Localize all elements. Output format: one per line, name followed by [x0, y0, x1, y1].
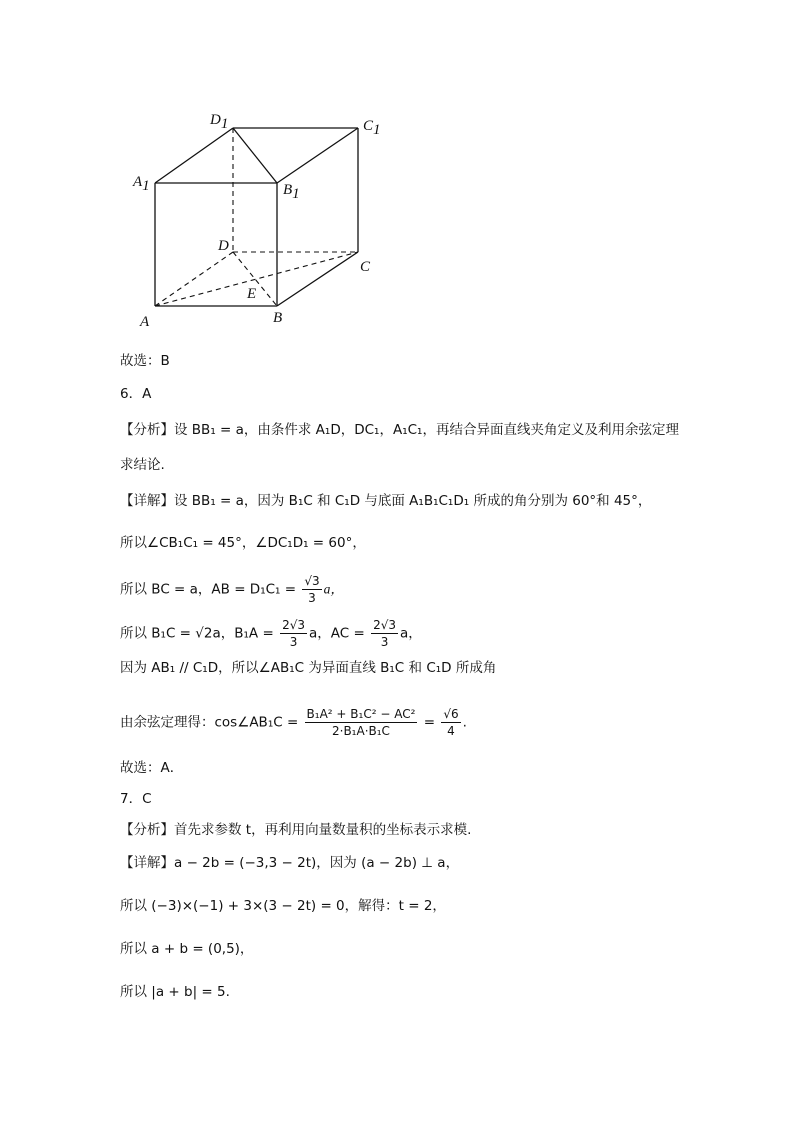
edge-d1b1	[233, 128, 277, 183]
q6-line6-equals: =	[419, 714, 440, 731]
q6-line4-mid: a，AC =	[308, 625, 370, 642]
label-a1: A1	[133, 174, 150, 194]
label-a: A	[140, 314, 150, 330]
q6-analysis-line2: 求结论.	[120, 457, 165, 473]
q7-detail-line3: 所以 a + b = (0,5)，	[120, 941, 254, 957]
edge-b1c1	[277, 128, 358, 183]
edge-a1d1	[155, 128, 233, 183]
fraction-denominator: 3	[308, 591, 316, 605]
q6-line3-text: 所以 BC = a，AB = D₁C₁ =	[120, 581, 301, 598]
fraction-numerator: 2√3	[282, 618, 305, 632]
q7-detail-line1: 【详解】a − 2b = (−3,3 − 2t)，因为 (a − 2b) ⊥ a，	[120, 855, 460, 871]
label-e: E	[247, 286, 257, 302]
fraction-sqrt3-over-3	[302, 573, 321, 606]
label-d1: D1	[210, 112, 229, 132]
fraction-cosine-law	[305, 706, 418, 739]
fraction-2sqrt3-over-3-b1a	[280, 617, 307, 650]
fraction-denominator: 4	[447, 724, 455, 738]
fraction-denominator: 2·B₁A·B₁C	[332, 724, 390, 738]
q6-detail-line3	[120, 573, 344, 606]
fraction-2sqrt3-over-3-ac	[371, 617, 398, 650]
q6-analysis-line1: 【分析】设 BB₁ = a，由条件求 A₁D，DC₁，A₁C₁，再结合异面直线夹角定义及利用余弦定理	[120, 422, 679, 438]
label-b1: B1	[283, 182, 300, 202]
question-7-answer: 7．C	[120, 791, 152, 807]
label-d: D	[218, 238, 229, 254]
fraction-numerator: 2√3	[373, 618, 396, 632]
fraction-numerator: √6	[443, 707, 459, 721]
q7-detail-line4: 所以 |a + b| = 5.	[120, 984, 230, 1000]
q6-line3-tail: a，	[323, 581, 344, 597]
fraction-numerator: √3	[304, 574, 320, 588]
fraction-denominator: 3	[380, 635, 389, 649]
fraction-numerator: B₁A² + B₁C² − AC²	[306, 707, 416, 721]
label-c1: C1	[363, 118, 381, 138]
question-6-answer: 6．A	[120, 386, 152, 402]
q6-detail-line4	[120, 617, 422, 650]
q6-line4-text: 所以 B₁C = √2a，B₁A =	[120, 625, 279, 642]
q6-detail-line1: 【详解】设 BB₁ = a，因为 B₁C 和 C₁D 与底面 A₁B₁C₁D₁ 所成的角分别为 60°和 45°，	[120, 493, 652, 509]
diagonal-ac-hidden	[155, 252, 358, 306]
q6-line4-tail: a，	[400, 625, 422, 642]
q6-conclusion: 故选：A．	[120, 760, 184, 776]
fraction-sqrt6-over-4	[441, 706, 460, 739]
answer-5-conclusion: 故选：B	[120, 353, 170, 369]
label-c: C	[360, 259, 371, 275]
label-b: B	[273, 310, 283, 326]
q6-detail-line6: 由余弦定理得：cos∠AB₁C = $\frac{\text{B₁A² + B₁C² − AC²}}{\text{2·B₁A·B₁C}}$ = $\frac{√6}{4}$ .	[120, 707, 467, 738]
q6-detail-line2: 所以∠CB₁C₁ = 45°，∠DC₁D₁ = 60°，	[120, 535, 366, 551]
q6-detail-line5: 因为 AB₁ // C₁D，所以∠AB₁C 为异面直线 B₁C 和 C₁D 所成角	[120, 660, 497, 676]
q7-detail-line2: 所以 (−3)×(−1) + 3×(3 − 2t) = 0，解得：t = 2，	[120, 898, 446, 914]
cuboid-figure	[120, 100, 400, 340]
q7-analysis: 【分析】首先求参数 t，再利用向量数量积的坐标表示求模.	[120, 822, 472, 838]
fraction-denominator: 3	[289, 635, 298, 649]
edge-ad-hidden	[155, 252, 233, 306]
edge-bc	[277, 252, 358, 306]
cuboid-diagram	[120, 100, 400, 340]
q6-line6-text: 由余弦定理得：cos∠AB₁C =	[120, 714, 303, 731]
